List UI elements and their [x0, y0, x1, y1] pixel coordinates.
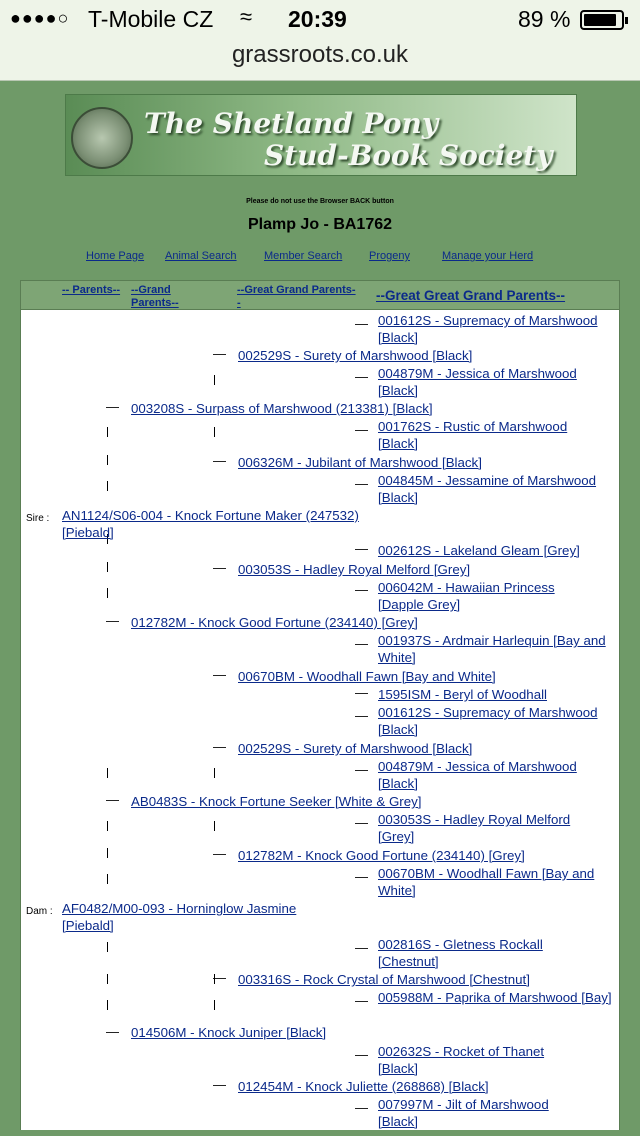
battery-percent: 89 %	[518, 6, 571, 32]
tree-connector: —	[355, 476, 368, 491]
tree-line	[107, 562, 108, 572]
tree-connector: —	[355, 541, 368, 556]
carrier-name: T-Mobile CZ	[88, 6, 214, 32]
pedigree-link-ggg[interactable]: 001612S - Supremacy of Marshwood [Black]	[378, 705, 598, 737]
tree-line	[107, 768, 108, 778]
pedigree-link-grand[interactable]: 012782M - Knock Good Fortune (234140) [Grey]	[131, 615, 418, 630]
tree-connector: —	[355, 708, 368, 723]
tree-line	[107, 821, 108, 831]
tree-line	[107, 588, 108, 598]
header-grand-parents: --Grand Parents--	[131, 284, 179, 309]
tree-connector: —	[355, 762, 368, 777]
tree-connector: —	[355, 369, 368, 384]
pedigree-tree	[20, 310, 620, 1130]
nav-member-search[interactable]: Member Search	[264, 250, 343, 262]
pedigree-link-ggg[interactable]: 004879M - Jessica of Marshwood [Black]	[378, 366, 577, 398]
tree-connector: —	[355, 815, 368, 830]
society-banner[interactable]	[65, 94, 577, 176]
pedigree-link-ggg[interactable]: 004879M - Jessica of Marshwood [Black]	[378, 759, 577, 791]
pedigree-link-great-grand[interactable]: 003316S - Rock Crystal of Marshwood [Chestnut]	[238, 972, 530, 987]
header-great-great-grand-parents: --Great Great Grand Parents--	[376, 288, 566, 303]
pedigree-link-ggg[interactable]: 002632S - Rocket of Thanet [Black]	[378, 1044, 545, 1076]
pedigree-link-ggg[interactable]: 001612S - Supremacy of Marshwood [Black]	[378, 313, 598, 345]
tree-connector: —	[355, 316, 368, 331]
tree-connector: —	[213, 453, 226, 468]
tree-connector: —	[213, 346, 226, 361]
battery-icon	[580, 10, 624, 30]
sire-label: Sire :	[26, 513, 50, 524]
tree-connector: —	[213, 739, 226, 754]
nav-home-page[interactable]: Home Page	[86, 250, 145, 262]
pedigree-link-great-grand[interactable]: 003053S - Hadley Royal Melford [Grey]	[238, 562, 471, 577]
pedigree-link-sire[interactable]: AN1124/S06-004 - Knock Fortune Maker (247532) [Piebald]	[62, 508, 359, 540]
dam-label: Dam :	[26, 906, 53, 917]
tree-connector: —	[106, 613, 119, 628]
pedigree-link-ggg[interactable]: 004845M - Jessamine of Marshwood [Black]	[378, 473, 597, 505]
status-bar	[0, 0, 640, 40]
signal-strength-icon: ●●●●○	[10, 8, 70, 28]
pedigree-link-great-grand[interactable]: 002529S - Surety of Marshwood [Black]	[238, 348, 473, 363]
pedigree-link-grand[interactable]: 014506M - Knock Juniper [Black]	[131, 1025, 327, 1040]
banner-line-1: The Shetland Pony	[144, 107, 439, 140]
nav-progeny[interactable]: Progeny	[369, 250, 410, 262]
tree-connector: —	[213, 560, 226, 575]
pedigree-link-ggg[interactable]: 002816S - Gletness Rockall [Chestnut]	[378, 937, 543, 969]
pedigree-link-ggg[interactable]: 007997M - Jilt of Marshwood [Black]	[378, 1097, 549, 1129]
tree-connector: —	[106, 1024, 119, 1039]
pedigree-link-great-grand[interactable]: 012454M - Knock Juliette (268868) [Black]	[238, 1079, 489, 1094]
tree-line	[107, 427, 108, 437]
tree-connector: —	[213, 970, 226, 985]
pedigree-header	[20, 280, 620, 310]
pedigree-link-ggg[interactable]: 00670BM - Woodhall Fawn [Bay and White]	[378, 866, 595, 898]
tree-connector: —	[213, 846, 226, 861]
nav-manage-herd[interactable]: Manage your Herd	[442, 250, 534, 262]
tree-connector: —	[355, 1047, 368, 1062]
pedigree-link-dam[interactable]: AF0482/M00-093 - Horninglow Jasmine [Piebald]	[62, 901, 297, 933]
pedigree-link-great-grand[interactable]: 002529S - Surety of Marshwood [Black]	[238, 741, 473, 756]
tree-connector: —	[213, 667, 226, 682]
tree-connector: —	[355, 869, 368, 884]
nav-animal-search[interactable]: Animal Search	[165, 250, 237, 262]
tree-line	[214, 375, 215, 385]
page-title: Plamp Jo - BA1762	[247, 216, 393, 233]
tree-line	[107, 974, 108, 984]
tree-line	[107, 874, 108, 884]
tree-line	[107, 848, 108, 858]
header-great-grand-parents: --Great Grand Parents--	[237, 284, 356, 309]
tree-connector: —	[106, 792, 119, 807]
tree-connector: —	[355, 940, 368, 955]
clock: 20:39	[288, 6, 347, 32]
pedigree-link-ggg[interactable]: 003053S - Hadley Royal Melford [Grey]	[378, 812, 571, 844]
pedigree-link-ggg[interactable]: 002612S - Lakeland Gleam [Grey]	[378, 543, 580, 558]
tree-connector: —	[355, 422, 368, 437]
tree-line	[107, 455, 108, 465]
pedigree-link-grand[interactable]: AB0483S - Knock Fortune Seeker [White & Grey]	[131, 794, 422, 809]
back-button-warning: Please do not use the Browser BACK button	[246, 198, 394, 205]
pedigree-link-great-grand[interactable]: 00670BM - Woodhall Fawn [Bay and White]	[238, 669, 496, 684]
pedigree-link-ggg[interactable]: 006042M - Hawaiian Princess [Dapple Grey]	[378, 580, 555, 612]
header-parents: -- Parents--	[62, 284, 121, 296]
tree-connector: —	[355, 636, 368, 651]
society-seal-icon	[71, 107, 133, 169]
tree-line	[214, 821, 215, 831]
address-bar[interactable]: grassroots.co.uk	[0, 40, 640, 81]
tree-line	[214, 768, 215, 778]
pedigree-link-ggg[interactable]: 001762S - Rustic of Marshwood [Black]	[378, 419, 568, 451]
tree-line	[107, 481, 108, 491]
tree-connector: —	[355, 1100, 368, 1115]
tree-line	[107, 1000, 108, 1010]
tree-connector: —	[355, 582, 368, 597]
tree-line	[214, 1000, 215, 1010]
pedigree-link-ggg[interactable]: 1595ISM - Beryl of Woodhall	[378, 687, 548, 702]
tree-connector: —	[106, 399, 119, 414]
tree-connector: —	[355, 993, 368, 1008]
pedigree-link-ggg[interactable]: 001937S - Ardmair Harlequin [Bay and White]	[378, 633, 606, 665]
tree-line	[214, 427, 215, 437]
pedigree-link-grand[interactable]: 003208S - Surpass of Marshwood (213381) [Black]	[131, 401, 433, 416]
tree-line	[107, 942, 108, 952]
banner-line-2: Stud-Book Society	[264, 139, 553, 172]
pedigree-link-great-grand[interactable]: 006326M - Jubilant of Marshwood [Black]	[238, 455, 482, 470]
wifi-icon: ≈	[240, 4, 253, 29]
pedigree-link-great-grand[interactable]: 012782M - Knock Good Fortune (234140) [Grey]	[238, 848, 525, 863]
tree-connector: —	[213, 1077, 226, 1092]
pedigree-link-ggg[interactable]: 005988M - Paprika of Marshwood [Bay]	[378, 990, 612, 1005]
tree-connector: —	[355, 685, 368, 700]
